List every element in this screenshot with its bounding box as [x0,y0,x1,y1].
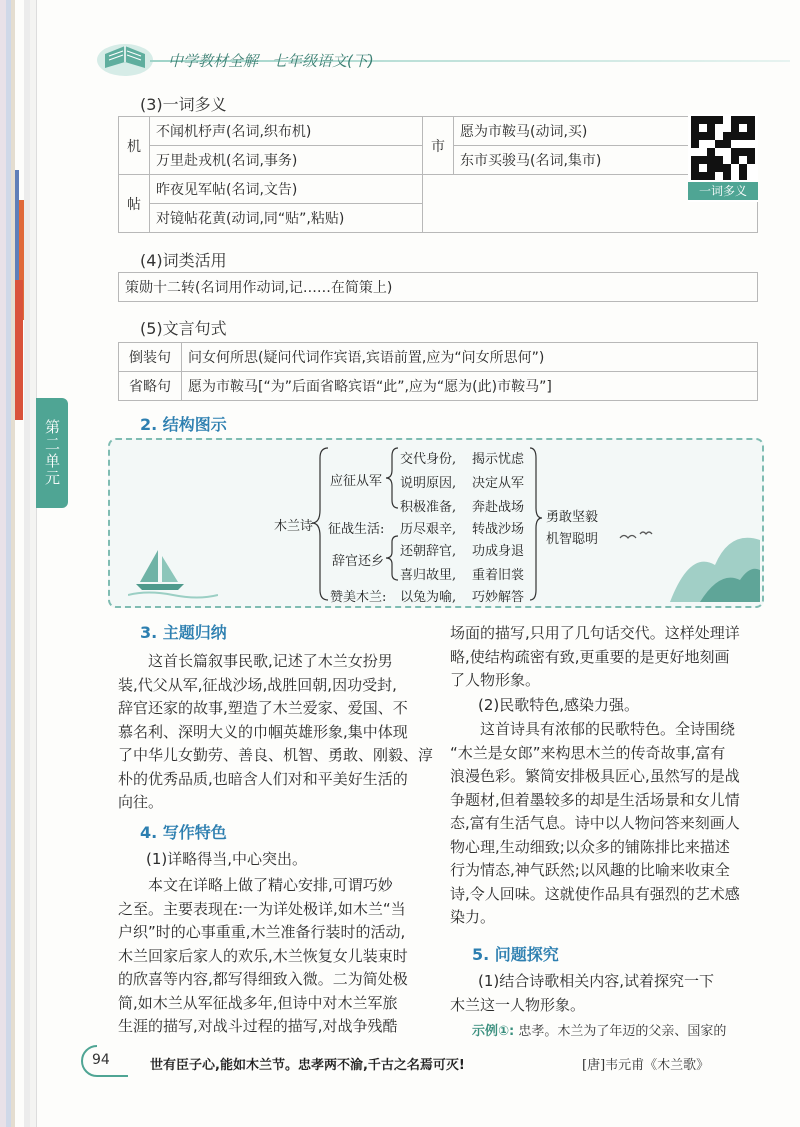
text-line: 争题材,但着墨较多的却是生活场景和女儿情 [450,790,740,809]
branch-item: 决定从军 [472,476,525,491]
text-line: 生涯的描写,对战斗过程的描写,对战争残酷 [118,1017,398,1035]
text-line: 这首长篇叙事民歌,记述了木兰女扮男 [148,652,393,670]
writing-paragraph-1 [118,874,442,1039]
structure-diagram [108,438,764,608]
qr-label: 一词多义 [688,182,758,200]
structure-title: 2. 结构图示 [140,415,227,434]
example-label: 示例①: [472,1024,515,1039]
text-line: 木兰回家后家人的欢乐,木兰恢复女儿装束时 [118,946,408,965]
text-line: 行为情态,神气跃然;以风趣的比喻来收束全 [450,861,730,879]
table-cell: 策勋十二转(名词用作动词,记……在简策上) [119,273,758,302]
text-line: 朴的优秀品质,也暗含人们对和平美好生活的 [118,769,408,788]
table-cell: 万里赴戎机(名词,事务) [150,146,423,175]
example-text: 忠孝。木兰为了年迈的父亲、国家的 [518,1024,727,1039]
polysemy-table [118,116,758,233]
text-line: 略,使结构疏密有致,更重要的是更好地刻画 [450,647,730,666]
char-cell: 市 [423,117,454,175]
page-number: 94 [92,1052,110,1068]
text-line: 之至。主要表现在:一为详处极详,如木兰“当 [118,899,406,918]
branch-item: 功成身退 [472,544,525,559]
text-line: 诗,令人回味。这就使作品具有强烈的艺术感 [450,884,740,903]
writing-point-1: (1)详略得当,中心突出。 [146,850,308,868]
table-cell: 愿为市鞍马[“为”后面省略宾语“此”,应为“愿为(此)市鞍马”] [182,372,758,401]
text-line: (1)结合诗歌相关内容,试着探究一下 [478,972,715,990]
footer-quote: 世有臣子心,能如木兰节。忠孝两不渝,千古之名焉可灭! [150,1058,465,1073]
branch-item: 交代身份, [400,452,457,467]
branch-item: 历尽艰辛, [400,522,457,537]
text-line: 户织”时的心事重重,木兰准备行装时的活动, [118,923,406,941]
text-line: 场面的描写,只用了几句话交代。这样处理详 [450,624,740,642]
branch-label: 应征从军 [330,474,383,489]
branch-item: 积极准备, [400,500,457,515]
theme-title: 3. 主题归纳 [140,623,227,642]
char-cell: 帖 [119,175,150,233]
summary-item: 机智聪明 [546,532,599,547]
part-of-speech-table [118,272,758,302]
text-line: 了中华儿女勤劳、善良、机智、勇敢、刚毅、淳 [118,746,434,764]
text-line: “木兰是女郎”来构思木兰的传奇故事,富有 [450,743,726,762]
branch-item: 转战沙场 [472,522,525,537]
text-line: 向往。 [118,793,164,811]
footer-source: [唐]韦元甫《木兰歌》 [582,1058,710,1073]
section-4-title: (4)词类活用 [140,251,227,270]
branch-item: 巧妙解答 [472,590,525,605]
qr-code-icon [691,116,755,180]
sentence-pattern-table [118,342,758,401]
writing-point-2: (2)民歌特色,感染力强。 [478,696,640,714]
footer [80,1040,780,1082]
pattern-label: 倒装句 [119,343,182,372]
grade-label: 七年级语文(下) [272,52,374,70]
text-line: 辞官还家的故事,塑造了木兰爱家、爱国、不 [118,699,408,717]
branch-label: 征战生活: [328,522,385,537]
text-line: 物心理,生动细致;以众多的铺陈排比来描述 [450,837,730,856]
table-cell: 昨夜见军帖(名词,文告) [150,175,423,204]
inquiry-question [450,970,770,1017]
text-line: 本文在详略上做了精心安排,可谓巧妙 [148,876,393,894]
diagram-root: 木兰诗 [274,519,314,534]
branch-item: 以兔为喻, [400,590,457,605]
unit-side-tab[interactable]: 第二单元 [36,398,68,508]
branch-label: 赞美木兰: [330,590,387,605]
example-line [472,1020,726,1039]
char-cell: 机 [119,117,150,175]
text-line: 了人物形象。 [450,671,541,689]
header-banner [150,40,790,84]
writing-paragraph-2 [450,718,770,930]
book-title: 中学教材全解 [168,52,259,70]
text-line: 态,富有生活气息。诗中以人物问答来刻画人 [450,814,740,832]
branch-item: 揭示忧虑 [472,452,525,467]
summary-item: 勇敢坚毅 [546,510,599,525]
text-line: 简,如木兰从军征战多年,但诗中对木兰军旅 [118,993,398,1012]
qr-block[interactable] [688,114,758,202]
text-line: 慕名利、深明大义的巾帼英雄形象,集中体现 [118,722,408,741]
table-cell: 不闻机杼声(名词,织布机) [150,117,423,146]
text-line: 装,代父从军,征战沙场,战胜回朝,因功受封, [118,675,397,694]
inquiry-title: 5. 问题探究 [472,945,559,964]
section-3-title: (3)一词多义 [140,95,227,114]
branch-item: 奔赴战场 [472,500,525,515]
text-line: 染力。 [450,908,496,926]
text-line: 木兰这一人物形象。 [450,995,586,1014]
branch-item: 重着旧裳 [472,568,525,583]
theme-paragraph [118,650,442,815]
text-line: 这首诗具有浓郁的民歌特色。全诗围绕 [480,720,736,738]
branch-item: 喜归故里, [400,568,457,583]
writing-title: 4. 写作特色 [140,823,227,842]
section-5-title: (5)文言句式 [140,319,227,338]
table-cell: 对镜帖花黄(动词,同“贴”,粘贴) [150,204,423,233]
table-cell: 愿为市鞍马(动词,买) [454,117,758,146]
writing-paragraph-1-continued [450,622,770,693]
pattern-label: 省略句 [119,372,182,401]
branch-label: 辞官还乡 [332,554,385,569]
book-logo-icon [95,32,155,80]
page-edges [0,0,42,1127]
text-line: 浪漫色彩。繁简安排极具匠心,虽然写的是战 [450,767,740,785]
table-cell: 问女何所思(疑问代词作宾语,宾语前置,应为“问女所思何”) [182,343,758,372]
branch-item: 说明原因, [400,476,457,491]
branch-item: 还朝辞官, [400,544,457,559]
text-line: 的欣喜等内容,都写得细致入微。二为简处极 [118,970,408,988]
table-cell: 东市买骏马(名词,集市) [454,146,758,175]
